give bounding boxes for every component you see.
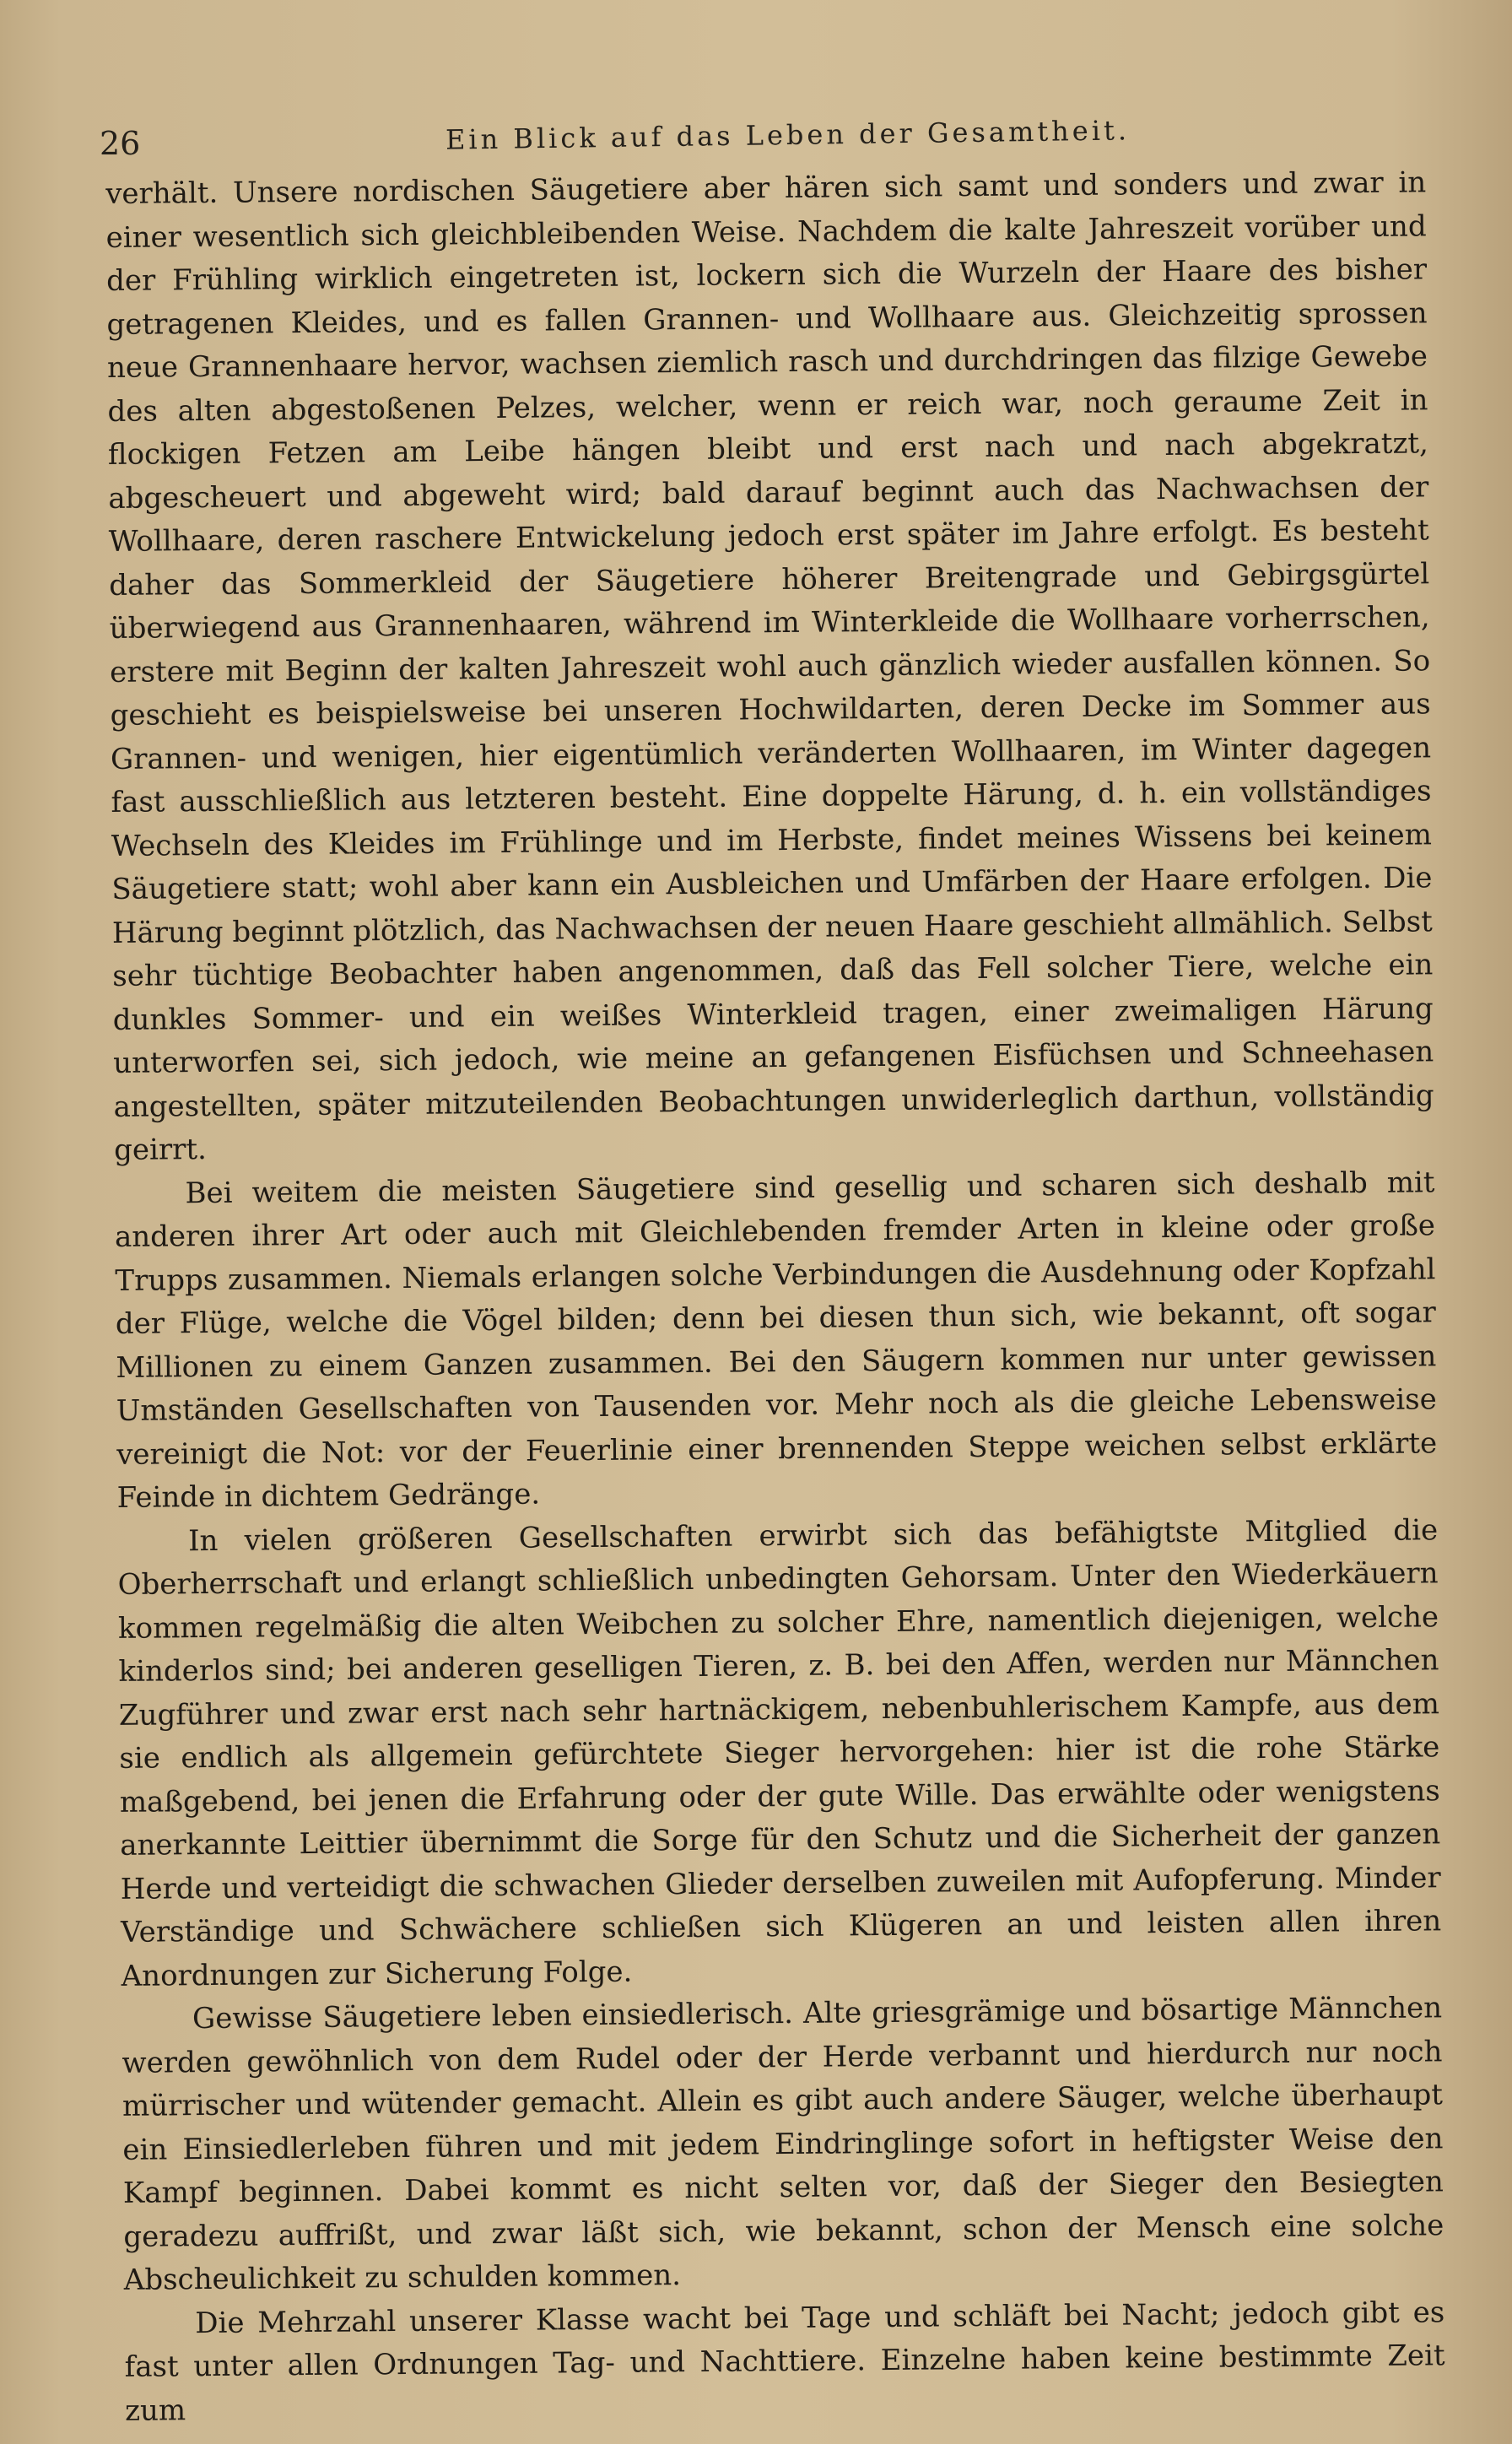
paragraph-leadership: In vielen größeren Gesellschaften erwirbt sich das befähigtste Mitglied die Oberherrschaft und erlangt schließlich unbedingten Gehorsam. Unter den Wiederkäuern kommen regelmäßig die alten Weibchen zu solcher Ehre, namentlich diejenigen, welche kinderlos sind; bei anderen geselligen Tieren, z. B. bei den Affen, werden nur Männchen Zugführer und zwar erst nach sehr hartnäckigem, nebenbuhlerischem Kampfe, aus dem sie endlich als allgemein gefürchtete Sieger hervorgehen: hier ist die rohe Stärke maßgebend, bei jenen die Erfahrung oder der gute Wille. Das erwählte oder wenigstens anerkannte Leittier übernimmt die Sorge für den Schutz und die Sicherheit der ganzen Herde und verteidigt die schwachen Glieder derselben zuweilen mit Aufopferung. Minder Verständige und Schwächere schließen sich Klügeren an und leisten allen ihren Anordnungen zur Sicherung Folge.: [117, 1512, 1442, 1993]
paragraph-solitary: Gewisse Säugetiere leben einsiedlerisch. Alte griesgrämige und bösartige Männchen werden gewöhnlich von dem Rudel oder der Herde verbannt und hierdurch nur noch mürrischer und wütender gemacht. Allein es gibt auch andere Säuger, welche überhaupt ein Einsiedlerleben führen und mit jedem Eindringlinge sofort in heftigster Weise den Kampf beginnen. Dabei kommt es nicht selten vor, daß der Sieger den Besiegten geradezu auffrißt, und zwar läßt sich, wie bekannt, schon der Mensch eine solche Abscheulichkeit zu schulden kommen.: [122, 1991, 1444, 2297]
paragraph-day-night: Die Mehrzahl unserer Klasse wacht bei Tage und schläft bei Nacht; jedoch gibt es fast unter allen Ordnungen Tag- und Nachttiere. Einzelne haben keine bestimmte Zeit zum: [124, 2295, 1445, 2428]
paragraph-sociality: Bei weitem die meisten Säugetiere sind gesellig und scharen sich deshalb mit anderen ihrer Art oder auch mit Gleichlebenden fremder Arten in kleine oder große Trupps zusammen. Niemals erlangen solche Verbindungen die Ausdehnung oder Kopfzahl der Flüge, welche die Vögel bilden; denn bei diesen thun sich, wie bekannt, oft sogar Millionen zu einem Ganzen zusammen. Bei den Säugern kommen nur unter gewissen Umständen Gesellschaften von Tausenden vor. Mehr noch als die gleiche Lebensweise vereinigt die Not: vor der Feuerlinie einer brennenden Steppe weichen selbst erklärte Feinde in dichtem Gedränge.: [114, 1165, 1438, 1515]
running-title: Ein Blick auf das Leben der Gesamtheit.: [445, 114, 1131, 156]
page-header: [100, 114, 1428, 169]
body-text: [105, 161, 1445, 2433]
page-number: 26: [100, 125, 141, 162]
paragraph-molting: verhält. Unsere nordischen Säugetiere aber hären sich samt und sonders und zwar in einer wesentlich sich gleichbleibenden Weise. Nachdem die kalte Jahreszeit vorüber und der Frühling wirklich eingetreten ist, lockern sich die Wurzeln der Haare des bisher getragenen Kleides, und es fallen Grannen- und Wollhaare aus. Gleichzeitig sprossen neue Grannenhaare hervor, wachsen ziemlich rasch und durchdringen das filzige Gewebe des alten abgestoßenen Pelzes, welcher, wenn er reich war, noch geraume Zeit in flockigen Fetzen am Leibe hängen bleibt und erst nach und nach abgekratzt, abgescheuert und abgeweht wird; bald darauf beginnt auch das Nachwachsen der Wollhaare, deren raschere Entwickelung jedoch erst später im Jahre erfolgt. Es besteht daher das Sommerkleid der Säugetiere höherer Breitengrade und Gebirgsgürtel überwiegend aus Grannenhaaren, während im Winterkleide die Wollhaare vorherrschen, erstere mit Beginn der kalten Jahreszeit wohl auch gänzlich wieder ausfallen können. So geschieht es beispielsweise bei unseren Hochwildarten, deren Decke im Sommer aus Grannen- und wenigen, hier eigentümlich veränderten Wollhaaren, im Winter dagegen fast ausschließlich aus letzteren besteht. Eine doppelte Härung, d. h. ein vollständiges Wechseln des Kleides im Frühlinge und im Herbste, findet meines Wissens bei keinem Säugetiere statt; wohl aber kann ein Ausbleichen und Umfärben der Haare erfolgen. Die Härung beginnt plötzlich, das Nachwachsen der neuen Haare geschieht allmählich. Selbst sehr tüchtige Beobachter haben angenommen, daß das Fell solcher Tiere, welche ein dunkles Sommer- und ein weißes Winterkleid tragen, einer zweimaligen Härung unterworfen sei, sich jedoch, wie meine an gefangenen Eisfüchsen und Schneehasen angestellten, später mitzuteilenden Beobachtungen unwiderleglich darthun, vollständig geirrt.: [105, 165, 1434, 1167]
